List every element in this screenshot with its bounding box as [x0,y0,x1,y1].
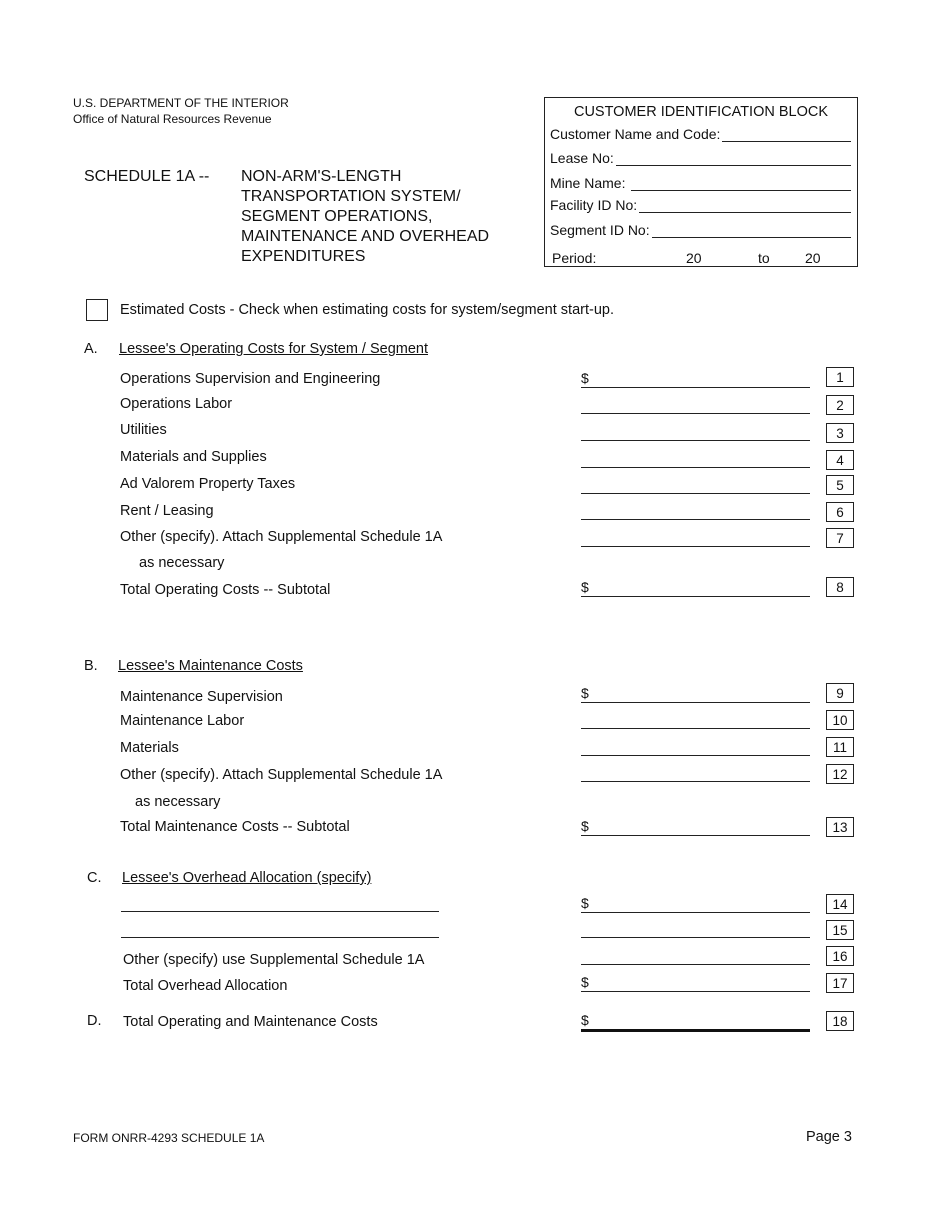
row-label: Other (specify). Attach Supplemental Schedule 1A [120,767,443,783]
amount-field-4[interactable] [581,451,810,468]
line-number-box: 15 [826,920,854,940]
period-to[interactable]: 20 [805,250,821,266]
row-label-continuation: as necessary [139,555,225,571]
period-to-word: to [758,250,770,266]
schedule-id: SCHEDULE 1A -- [84,168,210,185]
dollar-sign: $ [581,1012,589,1028]
line-number-box: 17 [826,973,854,993]
mine-label: Mine Name: [550,175,626,191]
dollar-sign: $ [581,579,589,595]
title-line: NON-ARM'S-LENGTH [241,168,402,185]
line-number-box: 18 [826,1011,854,1031]
agency-department: U.S. DEPARTMENT OF THE INTERIOR [73,96,289,110]
section-b-letter: B. [84,658,98,674]
amount-field-1[interactable] [581,371,810,388]
amount-field-10[interactable] [581,712,810,729]
estimated-costs-checkbox[interactable] [86,299,108,321]
segment-row [550,222,851,238]
section-a-letter: A. [84,341,98,357]
schedule-title [241,167,489,267]
amount-field-11[interactable] [581,739,810,756]
agency-office: Office of Natural Resources Revenue [73,112,272,126]
form-id: FORM ONRR-4293 SCHEDULE 1A [73,1131,265,1145]
dollar-sign: $ [581,370,589,386]
mine-row [550,175,851,191]
section-a-title: Lessee's Operating Costs for System / Segment [119,341,429,357]
line-number-box: 11 [826,737,854,757]
dollar-sign: $ [581,895,589,911]
amount-field-18[interactable] [581,1013,810,1032]
dollar-sign: $ [581,685,589,701]
line-number-box: 3 [826,423,854,443]
line-number-box: 6 [826,502,854,522]
line-number-box: 13 [826,817,854,837]
amount-field-8[interactable] [581,580,810,597]
title-line: TRANSPORTATION SYSTEM/ [241,188,461,205]
subtotal-label: Total Operating Costs -- Subtotal [120,582,331,598]
line-number-box: 5 [826,475,854,495]
customer-identification-block [544,97,858,267]
line-number-box: 8 [826,577,854,597]
customer-name-row [550,126,851,142]
agency-header [73,95,289,127]
lease-label: Lease No: [550,150,614,166]
overhead-specify-field-1[interactable] [121,910,439,912]
estimated-costs-label: Estimated Costs - Check when estimating costs for system/segment start-up. [120,302,614,318]
dollar-sign: $ [581,974,589,990]
section-c-letter: C. [87,870,102,886]
line-number-box: 14 [826,894,854,914]
line-number-box: 10 [826,710,854,730]
amount-field-17[interactable] [581,975,810,992]
row-label: Utilities [120,422,167,438]
row-label: Total Overhead Allocation [123,978,288,994]
row-label-continuation: as necessary [135,794,221,810]
row-label: Other (specify) use Supplemental Schedule 1A [123,952,425,968]
section-c-title: Lessee's Overhead Allocation (specify) [122,870,372,886]
customer-name-field[interactable] [722,127,851,142]
section-b-title: Lessee's Maintenance Costs [118,658,303,674]
period-label: Period: [552,250,597,266]
row-label: Ad Valorem Property Taxes [120,476,296,492]
row-label: Materials and Supplies [120,449,267,465]
amount-field-9[interactable] [581,686,810,703]
amount-field-7[interactable] [581,530,810,547]
segment-field[interactable] [652,223,851,238]
amount-field-14[interactable] [581,896,810,913]
period-from[interactable]: 20 [686,250,702,266]
line-number-box: 9 [826,683,854,703]
row-label: Rent / Leasing [120,503,214,519]
line-number-box: 16 [826,946,854,966]
subtotal-label: Total Maintenance Costs -- Subtotal [120,819,350,835]
row-label: Other (specify). Attach Supplemental Schedule 1A [120,529,443,545]
line-number-box: 12 [826,764,854,784]
mine-field[interactable] [631,176,851,191]
customer-name-label: Customer Name and Code: [550,126,721,142]
amount-field-5[interactable] [581,477,810,494]
facility-row [550,197,851,213]
line-number-box: 2 [826,395,854,415]
row-label: Maintenance Labor [120,713,245,729]
row-label: Materials [120,740,179,756]
title-line: MAINTENANCE AND OVERHEAD [241,228,490,245]
facility-field[interactable] [639,198,851,213]
row-label: Maintenance Supervision [120,689,283,705]
row-label: Operations Labor [120,396,233,412]
lease-field[interactable] [616,151,851,166]
segment-label: Segment ID No: [550,222,650,238]
lease-row [550,150,851,166]
amount-field-13[interactable] [581,819,810,836]
line-number-box: 4 [826,450,854,470]
line-number-box: 1 [826,367,854,387]
amount-field-6[interactable] [581,503,810,520]
line-number-box: 7 [826,528,854,548]
cib-title: CUSTOMER IDENTIFICATION BLOCK [573,104,829,120]
facility-label: Facility ID No: [550,197,638,213]
amount-field-12[interactable] [581,765,810,782]
amount-field-3[interactable] [581,424,810,441]
section-d-letter: D. [87,1013,102,1029]
overhead-specify-field-2[interactable] [121,936,439,938]
section-d-label: Total Operating and Maintenance Costs [123,1014,378,1030]
amount-field-2[interactable] [581,397,810,414]
dollar-sign: $ [581,818,589,834]
page-number: Page 3 [806,1129,852,1145]
row-label: Operations Supervision and Engineering [120,371,381,387]
amount-field-15[interactable] [581,921,810,938]
title-line: EXPENDITURES [241,248,366,265]
title-line: SEGMENT OPERATIONS, [241,208,433,225]
amount-field-16[interactable] [581,948,810,965]
